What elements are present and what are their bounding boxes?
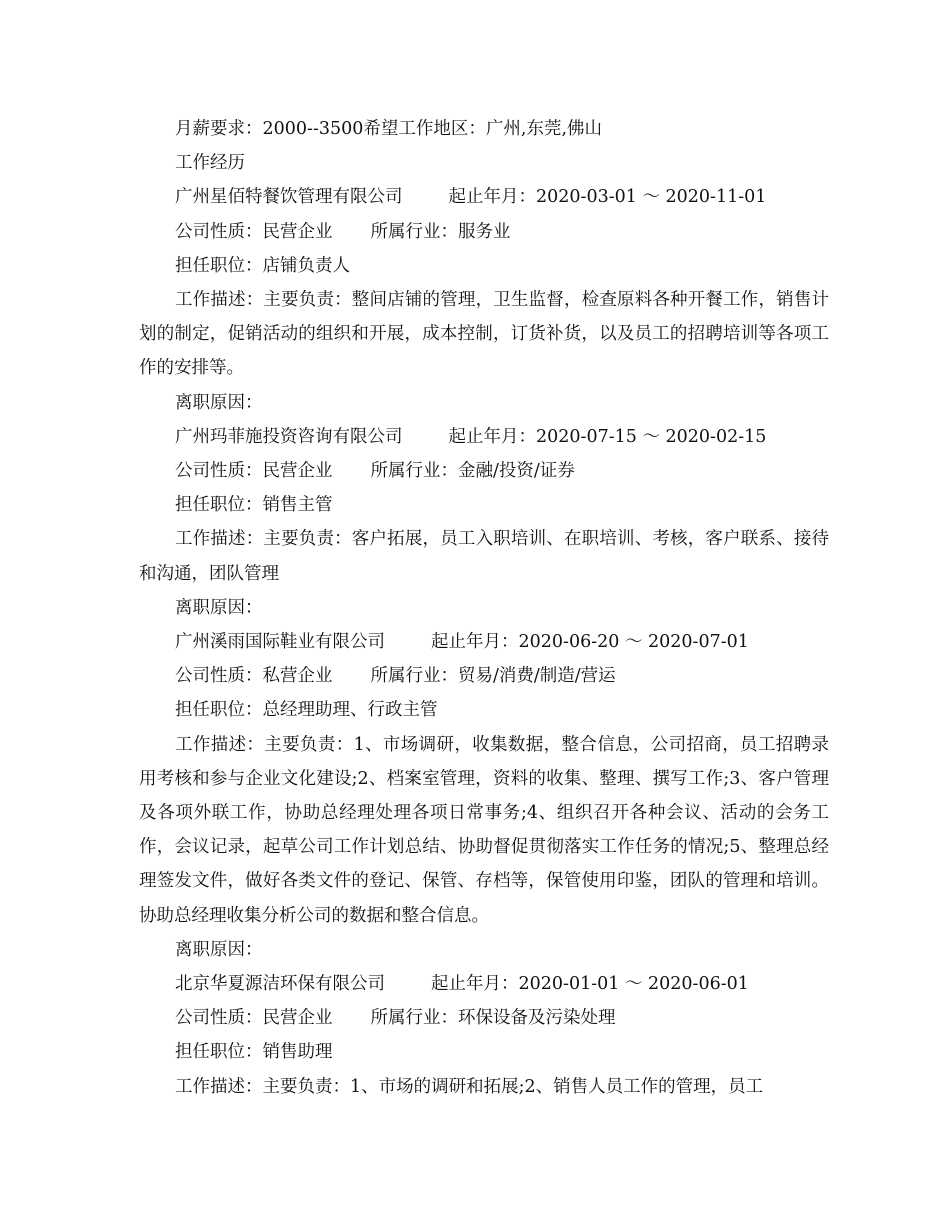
company-name: 广州星佰特餐饮管理有限公司	[175, 187, 403, 208]
job-entry	[139, 625, 829, 967]
job-meta	[139, 215, 829, 249]
company-nature: 公司性质：民营企业	[175, 221, 333, 242]
company-industry: 所属行业：服务业	[370, 221, 511, 242]
job-header	[139, 625, 829, 659]
job-entry	[139, 180, 829, 419]
company-name: 广州玛菲施投资咨询有限公司	[175, 426, 403, 447]
company-industry: 所属行业：贸易/消费/制造/营运	[370, 666, 616, 687]
job-header	[139, 967, 829, 1001]
company-name: 北京华夏源洁环保有限公司	[175, 974, 385, 995]
job-period: 起止年月：2020-03-01 ～ 2020-11-01	[448, 187, 767, 208]
job-period: 起止年月：2020-07-15 ～ 2020-02-15	[448, 426, 767, 447]
job-position: 担任职位：销售主管	[175, 495, 333, 516]
leave-reason: 离职原因：	[175, 939, 263, 960]
job-meta	[139, 659, 829, 693]
job-description: 工作描述：主要负责：1、市场调研，收集数据，整合信息，公司招商，员工招聘录用考核和参与企业文化建设;2、档案室管理，资料的收集、整理、撰写工作;3、客户管理及各项外联工作，协助总经理处理各项日常事务;4、组织召开各种会议、活动的会务工作，会议记录，起草公司工作计划总结、协助督促贯彻落实工作任务的情况;5、整理总经理签发文件，做好各类文件的登记、保管、存档等，保管使用印鉴，团队的管理和培训。协助总经理收集分析公司的数据和整合信息。	[139, 734, 829, 926]
job-position: 担任职位：总经理助理、行政主管	[175, 700, 438, 721]
job-header	[139, 180, 829, 214]
leave-reason: 离职原因：	[175, 597, 263, 618]
job-position: 担任职位：店铺负责人	[175, 255, 350, 276]
company-industry: 所属行业：金融/投资/证券	[370, 461, 575, 482]
job-meta	[139, 454, 829, 488]
job-description: 工作描述：主要负责：1、市场的调研和拓展;2、销售人员工作的管理，员工	[175, 1076, 764, 1097]
job-entry	[139, 967, 829, 1104]
job-description: 工作描述：主要负责：客户拓展，员工入职培训、在职培训、考核，客户联系、接待和沟通，团队管理	[139, 529, 829, 584]
job-period: 起止年月：2020-06-20 ～ 2020-07-01	[431, 632, 749, 653]
job-entry	[139, 420, 829, 625]
leave-reason: 离职原因：	[175, 392, 263, 413]
resume-content	[139, 112, 829, 1104]
job-period: 起止年月：2020-01-01 ～ 2020-06-01	[431, 974, 749, 995]
company-nature: 公司性质：民营企业	[175, 461, 333, 482]
job-header	[139, 420, 829, 454]
salary-line: 月薪要求：2000--3500希望工作地区：广州,东莞,佛山	[175, 119, 603, 139]
job-meta	[139, 1001, 829, 1035]
job-position: 担任职位：销售助理	[175, 1042, 333, 1063]
company-nature: 公司性质：私营企业	[175, 666, 333, 687]
company-name: 广州溪雨国际鞋业有限公司	[175, 632, 385, 653]
company-industry: 所属行业：环保设备及污染处理	[370, 1008, 616, 1029]
section-title: 工作经历	[175, 153, 245, 174]
job-description: 工作描述：主要负责：整间店铺的管理，卫生监督，检查原料各种开餐工作，销售计划的制定，促销活动的组织和开展，成本控制，订货补货，以及员工的招聘培训等各项工作的安排等。	[139, 290, 829, 379]
company-nature: 公司性质：民营企业	[175, 1008, 333, 1029]
